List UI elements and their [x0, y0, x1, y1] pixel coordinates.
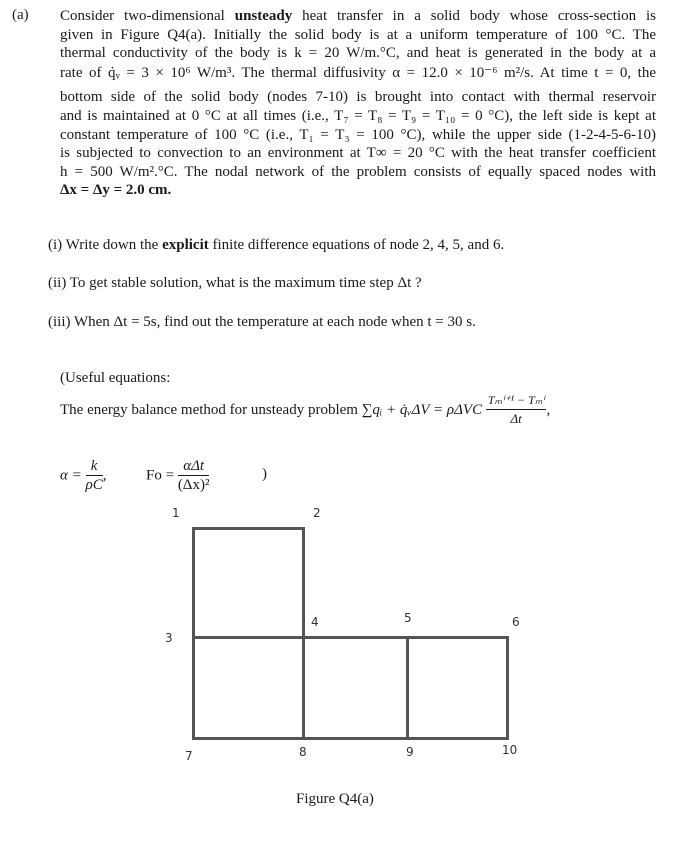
node-label: 4 [311, 615, 319, 629]
numerator: αΔt [178, 458, 210, 476]
node-label: 8 [299, 745, 307, 759]
paragraph-line: Δx = Δy = 2.0 cm. [60, 182, 172, 198]
alpha-equation [60, 458, 106, 494]
node-label: 7 [185, 749, 193, 763]
node-label: 5 [404, 611, 412, 625]
closing-paren: ) [262, 466, 267, 482]
part-label: (a) [12, 7, 29, 23]
grid-line [406, 636, 409, 740]
equation-lhs: ∑qᵢ + q̇ᵥΔV = ρΔVC [361, 402, 483, 418]
equation-lhs: α = [60, 467, 82, 484]
denominator: Δt [510, 411, 522, 426]
comma: , [546, 402, 551, 418]
bold-text: unsteady [234, 8, 293, 24]
fraction [86, 458, 103, 494]
node-label: 9 [406, 745, 414, 759]
paragraph-line: bottom side of the solid body (nodes 7-10) is brought into contact with thermal reservoir [60, 89, 656, 105]
equations-heading: (Useful equations: [60, 370, 171, 386]
paragraph-line: constant temperature of 100 °C (i.e., T₁ = T₃ = 100 °C), while the upper side (1-2-4-5-6-10) [60, 127, 656, 143]
paragraph-line: rate of q̇ᵥ = 3 × 10⁶ W/m³. The thermal diffusivity α = 12.0 × 10⁻⁶ m²/s. At time t = 0, the [60, 65, 656, 81]
text: heat transfer in a solid body whose cross-section is [302, 8, 657, 24]
question-1 [48, 237, 504, 254]
node-label: 3 [165, 631, 173, 645]
fraction [486, 392, 547, 428]
fourier-equation [146, 458, 209, 494]
figure-caption: Figure Q4(a) [296, 791, 374, 807]
denominator: (Δx)² [177, 477, 210, 493]
grid-line [192, 527, 303, 530]
text: finite difference equations of node 2, 4, 5, and 6. [212, 237, 505, 253]
text: Consider two-dimensional [60, 8, 225, 24]
node-label: 2 [313, 506, 321, 520]
node-label: 10 [502, 743, 518, 757]
numerator: k [86, 458, 103, 476]
paragraph-line: h = 500 W/m².°C. The nodal network of the problem consists of equally spaced nodes with [60, 164, 656, 180]
paragraph-line: given in Figure Q4(a). Initially the solid body is at a uniform temperature of 100 °C. The [60, 27, 656, 43]
question-2: (ii) To get stable solution, what is the maximum time step Δt ? [48, 275, 422, 291]
grid-line [192, 527, 195, 740]
paragraph-line: and is maintained at 0 °C at all times (i.e., T₇ = T₈ = T₉ = T₁₀ = 0 °C), the left side is kept at [60, 108, 656, 124]
grid-line [506, 636, 509, 740]
energy-balance-equation [60, 392, 550, 428]
fraction [178, 458, 210, 494]
question-3: (iii) When Δt = 5s, find out the temperature at each node when t = 30 s. [48, 314, 476, 330]
paragraph-line [60, 7, 656, 25]
grid-line [302, 527, 305, 740]
comma: , [102, 467, 107, 484]
grid-line [192, 636, 508, 639]
text: (i) Write down the [48, 237, 159, 253]
grid-line [192, 737, 508, 740]
equation-lhs: Fo = [146, 467, 175, 484]
node-label: 1 [172, 506, 180, 520]
paragraph-line: is subjected to convection to an environment at T∞ = 20 °C with the heat transfer coefficient [60, 145, 656, 161]
text: The energy balance method for unsteady problem [60, 402, 358, 418]
node-label: 6 [512, 615, 520, 629]
paragraph-line: thermal conductivity of the body is k = 20 W/m.°C, and heat is generated in the body at a [60, 45, 656, 61]
numerator: Tₘⁱ⁺¹ − Tₘⁱ [486, 392, 547, 410]
denominator: ρC [85, 477, 103, 493]
bold-text: explicit [162, 237, 209, 253]
